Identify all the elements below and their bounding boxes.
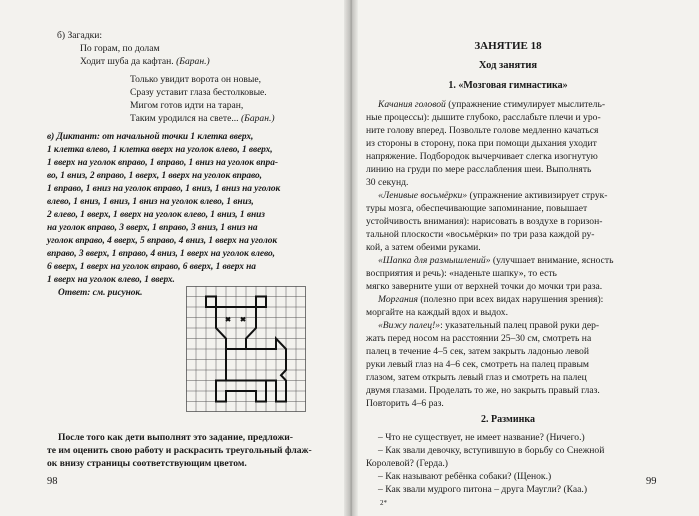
section1-line: восприятия и речь): «наденьте шапку», то есть	[366, 268, 557, 279]
exercise-name: Моргания	[378, 294, 419, 305]
course-title: Ход занятия	[478, 60, 538, 71]
dictation-line: 1 клетка влево, 1 клетка вверх на уголок влево, 1 вверх,	[47, 145, 273, 155]
dictation-line: 6 вверх, 1 вверх на уголок вправо, 6 вверх, 1 вверх на	[47, 262, 256, 272]
section2-line: – Как называют ребёнка собаки? (Щенок.)	[378, 471, 552, 482]
instruction-line: те им оценить свою работу и раскрасить треугольный флаж-	[47, 445, 312, 456]
dictation-line: влево, 1 вниз, 1 вниз, 1 вниз на уголок влево, 1 вниз,	[47, 197, 254, 207]
dictation-line: во, 1 вниз, 2 вправо, 1 вверх, 1 вверх на уголок вправо,	[47, 171, 262, 181]
answer-line: Ответ: см. рисунок.	[58, 288, 143, 298]
riddle-line: По горам, по долам	[80, 43, 160, 54]
section1-line: тальной плоскости «восьмёрки» по три раза каждой ру-	[366, 229, 595, 240]
dictation-line: 2 влево, 1 вверх, 1 вверх на уголок влево, 1 вниз, 1 вниз	[47, 210, 265, 220]
section1-line: Моргания (полезно при всех видах нарушения зрения):	[378, 294, 604, 305]
section2-line: – Что не существует, не имеет название? (Ничего.)	[378, 432, 585, 443]
section2-line: – Как звали девочку, вступившую в борьбу со Снежной	[378, 445, 605, 456]
section1-line: туры мозга, обеспечивающие запоминание, повышает	[366, 203, 588, 214]
section2-title: 2. Разминка	[481, 414, 535, 425]
exercise-name: «Ленивые восьмёрки»	[378, 190, 468, 201]
section1-line: глазом, затем открыть левый глаз и смотреть на палец	[366, 372, 587, 383]
section1-line: моргайте на каждый вдох и выдох.	[366, 307, 508, 318]
section1-line: напряжение. Подбородок вычерчивает слегка изогнутую	[366, 151, 598, 162]
riddle-heading: б) Загадки:	[57, 30, 103, 41]
section1-line: жать перед носом на расстоянии 25–30 см, смотреть на	[366, 333, 592, 344]
dictation-line: уголок вправо, 4 вверх, 5 вправо, 4 вниз, 1 вверх на уголок	[47, 236, 278, 246]
section1-line: палец в течение 4–5 сек, затем закрыть ладонью левой	[366, 346, 589, 357]
section1-line: «Шапка для размышлений» (улучшает внимание, ясность	[378, 255, 614, 266]
left-page	[0, 0, 344, 516]
section1-line: ните голову вперед. Позвольте голове медленно качаться	[366, 125, 599, 136]
section2-line: – Как звали мудрого питона – друга Маугли? (Каа.)	[378, 484, 588, 495]
exercise-name: Качания головой	[378, 99, 446, 110]
riddle-answer: (Баран.)	[176, 56, 210, 67]
section1-line: Повторить 4–6 раз.	[366, 398, 444, 409]
grid-figure	[186, 286, 306, 412]
footer-mark: 2*	[380, 499, 387, 507]
poem-line: Только увидит ворота он новые,	[130, 74, 261, 85]
exercise-name: «Вижу палец!»	[378, 320, 441, 331]
section1-line: линию на груди по мере расслабления шеи. Выполнять	[366, 164, 592, 175]
dictation-line: на уголок вправо, 3 вверх, 1 вправо, 3 вниз, 1 вниз на	[47, 223, 258, 233]
section1-line: кой, а затем обеими руками.	[366, 242, 481, 253]
dictation-line: 1 вправо, 1 вниз на уголок вправо, 1 вниз, 1 вниз на уголок	[47, 184, 281, 194]
instruction-line: После того как дети выполнят это задание, предложи-	[58, 432, 293, 443]
section1-line: ные процессы): дышите глубоко, расслабьте плечи и уро-	[366, 112, 601, 123]
poem-line: Мигом готов идти на таран,	[130, 100, 244, 111]
section1-line: Качания головой (упражнение стимулирует мыслитель-	[378, 99, 606, 110]
section2-line: Королевой? (Герда.)	[366, 458, 448, 469]
section1-line: устойчивость внимания): нарисовать в воздухе в горизон-	[366, 216, 603, 227]
page-number-right: 99	[646, 476, 657, 487]
section1-line: из стороны в сторону, пока при помощи дыхания уходит	[366, 138, 597, 149]
dictation-line: в) Диктант: от начальной точки 1 клетка вверх,	[47, 132, 254, 142]
dictation-line: 1 вверх на уголок влево, 1 вверх.	[47, 275, 175, 285]
section1-title: 1. «Мозговая гимнастика»	[448, 80, 568, 91]
section1-line: 30 секунд.	[366, 177, 409, 188]
page-number-left: 98	[47, 476, 58, 487]
exercise-name: «Шапка для размышлений»	[378, 255, 491, 266]
poem-line: Таким уродился на свете... (Баран.)	[130, 113, 275, 124]
section1-line: «Ленивые восьмёрки» (упражнение активизирует струк-	[378, 190, 608, 201]
poem-line: Сразу уставит глаза бестолковые.	[130, 87, 267, 98]
riddle-line: Ходит шуба да кафтан. (Баран.)	[80, 56, 210, 67]
section1-line: «Вижу палец!»: указательный палец правой руки дер-	[378, 320, 600, 331]
dictation-line: вправо, 3 вверх, 1 вправо, 4 вниз, 1 вверх на уголок влево,	[47, 249, 275, 259]
section1-line: мягко заверните уши от верхней точки до мочки три раза.	[366, 281, 603, 292]
right-page	[358, 0, 699, 516]
lesson-title: ЗАНЯТИЕ 18	[474, 40, 542, 52]
instruction-line: ок внизу страницы соответствующим цветом.	[47, 458, 247, 469]
section1-line: двумя глазами. Проделать то же, но закрыть правый глаз.	[366, 385, 600, 396]
poem-answer: (Баран.)	[240, 113, 275, 124]
book-gutter	[344, 0, 358, 516]
dictation-line: 1 вверх на уголок вправо, 1 вправо, 1 вниз на уголок впра-	[47, 158, 278, 168]
section1-line: руки левый глаз на 4–6 сек, смотреть на палец правым	[366, 359, 589, 370]
